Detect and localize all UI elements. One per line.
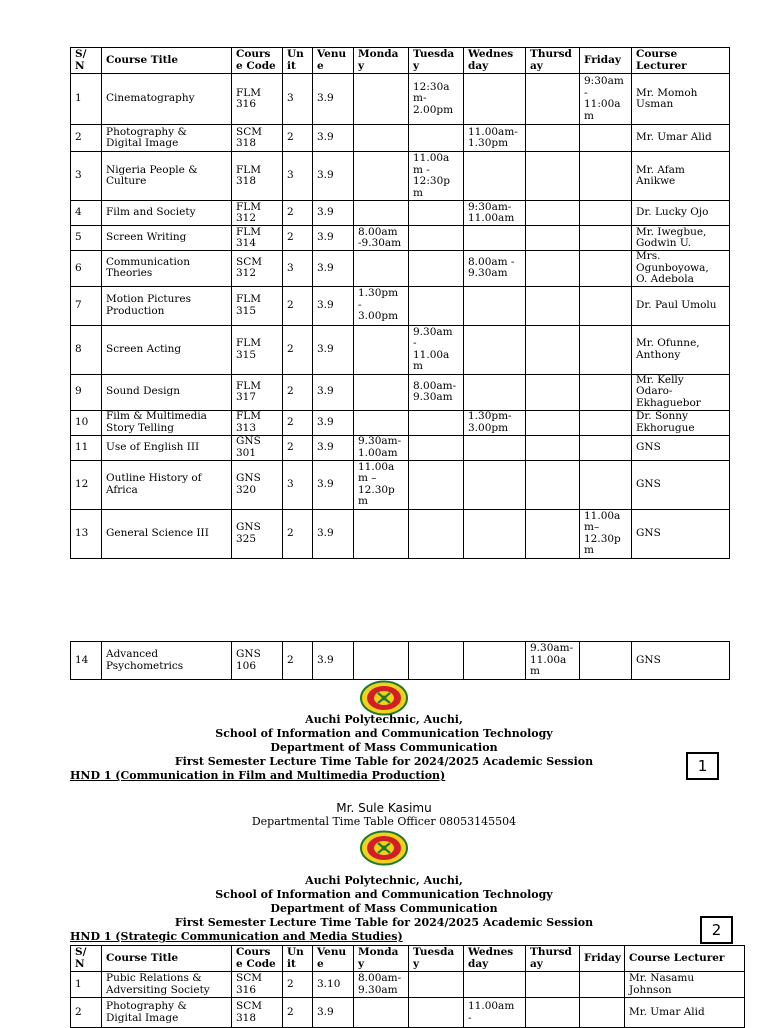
cell-lecturer: Mrs. Ogunboyowa, O. Adebola — [632, 251, 730, 287]
cell-course-title: Pubic Relations & Adversiting Society — [102, 972, 232, 998]
cell-lecturer: Dr. Paul Umolu — [632, 286, 730, 325]
cell-unit: 2 — [283, 201, 313, 226]
header1-department: Department of Mass Communication — [270, 741, 498, 754]
table-row — [71, 152, 730, 201]
cell-venue: 3.9 — [313, 998, 354, 1028]
col-header-lecturer: Course Lecturer — [625, 946, 745, 972]
col-header-unit: Un it — [283, 48, 313, 74]
cell-sn: 11 — [71, 435, 102, 460]
cell-unit: 2 — [283, 435, 313, 460]
table-row — [71, 251, 730, 287]
cell-friday — [580, 374, 632, 410]
cell-wednesday — [464, 642, 526, 680]
cell-sn: 8 — [71, 325, 102, 374]
cell-tuesday — [409, 998, 464, 1028]
cell-friday — [580, 435, 632, 460]
cell-friday — [580, 642, 632, 680]
table-row — [71, 509, 730, 558]
cell-monday: 8.00am- 9.30am — [354, 972, 409, 998]
cell-friday — [580, 125, 632, 152]
cell-monday — [354, 374, 409, 410]
cell-unit: 2 — [283, 509, 313, 558]
cell-course-code: FLM 316 — [232, 74, 283, 125]
cell-tuesday — [409, 509, 464, 558]
cell-course-code: FLM 315 — [232, 286, 283, 325]
cell-sn: 1 — [71, 74, 102, 125]
cell-lecturer: Mr. Ofunne, Anthony — [632, 325, 730, 374]
cell-venue: 3.9 — [313, 460, 354, 509]
cell-thursday — [526, 286, 580, 325]
col-header-lecturer: Course Lecturer — [632, 48, 730, 74]
cell-tuesday: 12:30a m- 2.00pm — [409, 74, 464, 125]
cell-wednesday — [464, 460, 526, 509]
page-number-badge-2: 2 — [700, 916, 733, 944]
cell-course-title: Nigeria People & Culture — [102, 152, 232, 201]
table-body — [71, 74, 730, 559]
cell-tuesday — [409, 226, 464, 251]
cell-venue: 3.9 — [313, 325, 354, 374]
cell-unit: 3 — [283, 74, 313, 125]
table-row — [71, 201, 730, 226]
col-header-thursday: Thursd ay — [526, 946, 580, 972]
cell-tuesday — [409, 460, 464, 509]
cell-lecturer: Dr. Sonny Ekhorugue — [632, 410, 730, 435]
cell-wednesday: 9:30am- 11.00am — [464, 201, 526, 226]
cell-thursday — [526, 998, 580, 1028]
cell-tuesday — [409, 125, 464, 152]
cell-wednesday — [464, 374, 526, 410]
cell-course-code: FLM 317 — [232, 374, 283, 410]
cell-friday — [580, 201, 632, 226]
table-header-row — [71, 48, 730, 74]
cell-course-code: SCM 316 — [232, 972, 283, 998]
cell-wednesday — [464, 226, 526, 251]
cell-sn: 6 — [71, 251, 102, 287]
timetable-officer — [0, 802, 768, 828]
cell-sn: 12 — [71, 460, 102, 509]
cell-course-title: Photography & Digital Image — [102, 125, 232, 152]
cell-course-title: Communication Theories — [102, 251, 232, 287]
table-row — [71, 374, 730, 410]
cell-tuesday — [409, 410, 464, 435]
timetable-hnd1-film — [70, 47, 730, 559]
cell-lecturer: Dr. Lucky Ojo — [632, 201, 730, 226]
cell-thursday — [526, 509, 580, 558]
table-header-row — [71, 946, 745, 972]
table-row — [71, 226, 730, 251]
cell-wednesday — [464, 972, 526, 998]
cell-course-code: FLM 313 — [232, 410, 283, 435]
cell-course-code: FLM 312 — [232, 201, 283, 226]
cell-monday — [354, 509, 409, 558]
cell-course-code: FLM 318 — [232, 152, 283, 201]
header2-session: First Semester Lecture Time Table for 2024/2025 Academic Session — [174, 916, 594, 929]
cell-monday — [354, 74, 409, 125]
col-header-course-code: Cours e Code — [232, 48, 283, 74]
cell-lecturer: Mr. Iwegbue, Godwin U. — [632, 226, 730, 251]
cell-lecturer: Mr. Nasamu Johnson — [625, 972, 745, 998]
cell-thursday — [526, 460, 580, 509]
cell-venue: 3.9 — [313, 201, 354, 226]
cell-course-title: Film & Multimedia Story Telling — [102, 410, 232, 435]
cell-monday — [354, 325, 409, 374]
cell-course-title: General Science III — [102, 509, 232, 558]
officer-title: Departmental Time Table Officer 08053145504 — [251, 815, 517, 828]
cell-thursday — [526, 410, 580, 435]
cell-course-code: SCM 312 — [232, 251, 283, 287]
cell-course-code: SCM 318 — [232, 125, 283, 152]
cell-lecturer: Mr. Umar Alid — [625, 998, 745, 1028]
cell-unit: 2 — [283, 286, 313, 325]
cell-course-title: Film and Society — [102, 201, 232, 226]
cell-unit: 2 — [283, 226, 313, 251]
cell-venue: 3.9 — [313, 374, 354, 410]
cell-sn: 13 — [71, 509, 102, 558]
cell-course-title: Photography & Digital Image — [102, 998, 232, 1028]
polytechnic-crest-logo — [359, 830, 409, 866]
cell-venue: 3.9 — [313, 642, 354, 680]
col-header-wednesday: Wednes day — [464, 946, 526, 972]
cell-monday: 11.00a m – 12.30p m — [354, 460, 409, 509]
table-row — [71, 410, 730, 435]
col-header-sn: S/ N — [71, 946, 102, 972]
cell-venue: 3.9 — [313, 74, 354, 125]
cell-monday — [354, 125, 409, 152]
col-header-venue: Venu e — [313, 946, 354, 972]
cell-course-title: Outline History of Africa — [102, 460, 232, 509]
cell-unit: 3 — [283, 152, 313, 201]
cell-unit: 2 — [283, 642, 313, 680]
cell-sn: 10 — [71, 410, 102, 435]
cell-course-title: Motion Pictures Production — [102, 286, 232, 325]
cell-tuesday — [409, 286, 464, 325]
table-row — [71, 972, 745, 998]
header2-institution: Auchi Polytechnic, Auchi, — [305, 874, 463, 887]
cell-wednesday — [464, 325, 526, 374]
cell-friday — [580, 251, 632, 287]
cell-venue: 3.9 — [313, 251, 354, 287]
cell-sn: 2 — [71, 125, 102, 152]
header1-programme: HND 1 (Communication in Film and Multimedia Production) — [70, 769, 446, 782]
header1-session: First Semester Lecture Time Table for 2024/2025 Academic Session — [174, 755, 594, 768]
cell-wednesday: 1.30pm- 3.00pm — [464, 410, 526, 435]
cell-venue: 3.10 — [313, 972, 354, 998]
table-row — [71, 286, 730, 325]
cell-venue: 3.9 — [313, 410, 354, 435]
col-header-sn: S/ N — [71, 48, 102, 74]
cell-tuesday — [409, 435, 464, 460]
cell-tuesday — [409, 201, 464, 226]
col-header-friday: Friday — [580, 48, 632, 74]
cell-unit: 3 — [283, 460, 313, 509]
cell-monday: 1.30pm - 3.00pm — [354, 286, 409, 325]
header2-school: School of Information and Communication Technology — [215, 888, 553, 901]
cell-sn: 4 — [71, 201, 102, 226]
cell-monday — [354, 251, 409, 287]
col-header-friday: Friday — [580, 946, 625, 972]
cell-tuesday: 9.30am - 11.00a m — [409, 325, 464, 374]
col-header-venue: Venu e — [313, 48, 354, 74]
cell-course-code: FLM 314 — [232, 226, 283, 251]
col-header-monday: Monda y — [354, 48, 409, 74]
col-header-unit: Un it — [283, 946, 313, 972]
cell-course-code: SCM 318 — [232, 998, 283, 1028]
cell-sn: 7 — [71, 286, 102, 325]
cell-friday: 9:30am - 11:00a m — [580, 74, 632, 125]
col-header-course-title: Course Title — [102, 48, 232, 74]
cell-lecturer: GNS — [632, 435, 730, 460]
cell-venue: 3.9 — [313, 226, 354, 251]
cell-lecturer: GNS — [632, 460, 730, 509]
cell-lecturer: GNS — [632, 642, 730, 680]
cell-monday — [354, 410, 409, 435]
col-header-monday: Monda y — [354, 946, 409, 972]
table-row — [71, 325, 730, 374]
cell-friday — [580, 325, 632, 374]
table-row — [71, 642, 730, 680]
header1-school: School of Information and Communication Technology — [215, 727, 553, 740]
cell-thursday — [526, 972, 580, 998]
cell-thursday — [526, 325, 580, 374]
cell-tuesday: 11.00a m - 12:30p m — [409, 152, 464, 201]
cell-course-title: Sound Design — [102, 374, 232, 410]
cell-course-title: Screen Acting — [102, 325, 232, 374]
cell-thursday — [526, 251, 580, 287]
cell-wednesday: 8.00am - 9.30am — [464, 251, 526, 287]
cell-monday — [354, 152, 409, 201]
header2-department: Department of Mass Communication — [270, 902, 498, 915]
cell-sn: 1 — [71, 972, 102, 998]
cell-wednesday — [464, 435, 526, 460]
cell-monday: 8.00am -9.30am — [354, 226, 409, 251]
cell-unit: 2 — [283, 972, 313, 998]
cell-thursday — [526, 201, 580, 226]
cell-tuesday — [409, 642, 464, 680]
col-header-course-code: Cours e Code — [232, 946, 283, 972]
cell-thursday — [526, 125, 580, 152]
cell-unit: 2 — [283, 374, 313, 410]
cell-wednesday: 11.00am - — [464, 998, 526, 1028]
cell-unit: 2 — [283, 410, 313, 435]
cell-thursday — [526, 152, 580, 201]
cell-monday: 9.30am- 1.00am — [354, 435, 409, 460]
col-header-wednesday: Wednes day — [464, 48, 526, 74]
cell-monday — [354, 998, 409, 1028]
cell-unit: 2 — [283, 998, 313, 1028]
cell-course-title: Cinematography — [102, 74, 232, 125]
cell-tuesday: 8.00am- 9.30am — [409, 374, 464, 410]
cell-lecturer: GNS — [632, 509, 730, 558]
header1-institution: Auchi Polytechnic, Auchi, — [305, 713, 463, 726]
cell-wednesday — [464, 286, 526, 325]
cell-sn: 5 — [71, 226, 102, 251]
cell-venue: 3.9 — [313, 435, 354, 460]
cell-sn: 2 — [71, 998, 102, 1028]
table-row — [71, 125, 730, 152]
cell-sn: 3 — [71, 152, 102, 201]
col-header-course-title: Course Title — [102, 946, 232, 972]
polytechnic-crest-logo — [359, 680, 409, 716]
cell-thursday — [526, 226, 580, 251]
cell-friday — [580, 460, 632, 509]
col-header-tuesday: Tuesda y — [409, 48, 464, 74]
cell-friday — [580, 998, 625, 1028]
cell-lecturer: Mr. Kelly Odaro- Ekhaguebor — [632, 374, 730, 410]
cell-course-code: GNS 325 — [232, 509, 283, 558]
cell-friday — [580, 286, 632, 325]
table-row — [71, 435, 730, 460]
page-number-badge-1: 1 — [686, 752, 719, 780]
cell-sn: 9 — [71, 374, 102, 410]
cell-course-title: Screen Writing — [102, 226, 232, 251]
col-header-tuesday: Tuesda y — [409, 946, 464, 972]
cell-wednesday — [464, 509, 526, 558]
cell-unit: 3 — [283, 251, 313, 287]
cell-venue: 3.9 — [313, 152, 354, 201]
cell-course-title: Use of English III — [102, 435, 232, 460]
cell-venue: 3.9 — [313, 125, 354, 152]
header2-programme: HND 1 (Strategic Communication and Media Studies) — [70, 930, 403, 943]
cell-venue: 3.9 — [313, 509, 354, 558]
col-header-thursday: Thursd ay — [526, 48, 580, 74]
cell-course-title: Advanced Psychometrics — [102, 642, 232, 680]
timetable-hnd1-strategic — [70, 945, 745, 1028]
cell-friday — [580, 972, 625, 998]
cell-tuesday — [409, 251, 464, 287]
table-body — [71, 972, 745, 1028]
cell-tuesday — [409, 972, 464, 998]
cell-unit: 2 — [283, 125, 313, 152]
cell-friday — [580, 226, 632, 251]
cell-course-code: GNS 301 — [232, 435, 283, 460]
cell-unit: 2 — [283, 325, 313, 374]
cell-course-code: FLM 315 — [232, 325, 283, 374]
table-row — [71, 74, 730, 125]
table-row — [71, 998, 745, 1028]
cell-friday: 11.00a m– 12.30p m — [580, 509, 632, 558]
table-row — [71, 460, 730, 509]
cell-thursday — [526, 435, 580, 460]
cell-thursday — [526, 74, 580, 125]
cell-lecturer: Mr. Afam Anikwe — [632, 152, 730, 201]
cell-monday — [354, 201, 409, 226]
officer-name: Mr. Sule Kasimu — [336, 801, 432, 815]
cell-sn: 14 — [71, 642, 102, 680]
cell-wednesday — [464, 152, 526, 201]
cell-course-code: GNS 106 — [232, 642, 283, 680]
timetable-hnd1-film-continued — [70, 641, 730, 680]
cell-friday — [580, 410, 632, 435]
cell-wednesday — [464, 74, 526, 125]
cell-lecturer: Mr. Momoh Usman — [632, 74, 730, 125]
cell-thursday — [526, 374, 580, 410]
cell-wednesday: 11.00am- 1.30pm — [464, 125, 526, 152]
cell-monday — [354, 642, 409, 680]
cell-course-code: GNS 320 — [232, 460, 283, 509]
cell-lecturer: Mr. Umar Alid — [632, 125, 730, 152]
cell-thursday: 9.30am- 11.00a m — [526, 642, 580, 680]
cell-venue: 3.9 — [313, 286, 354, 325]
cell-friday — [580, 152, 632, 201]
